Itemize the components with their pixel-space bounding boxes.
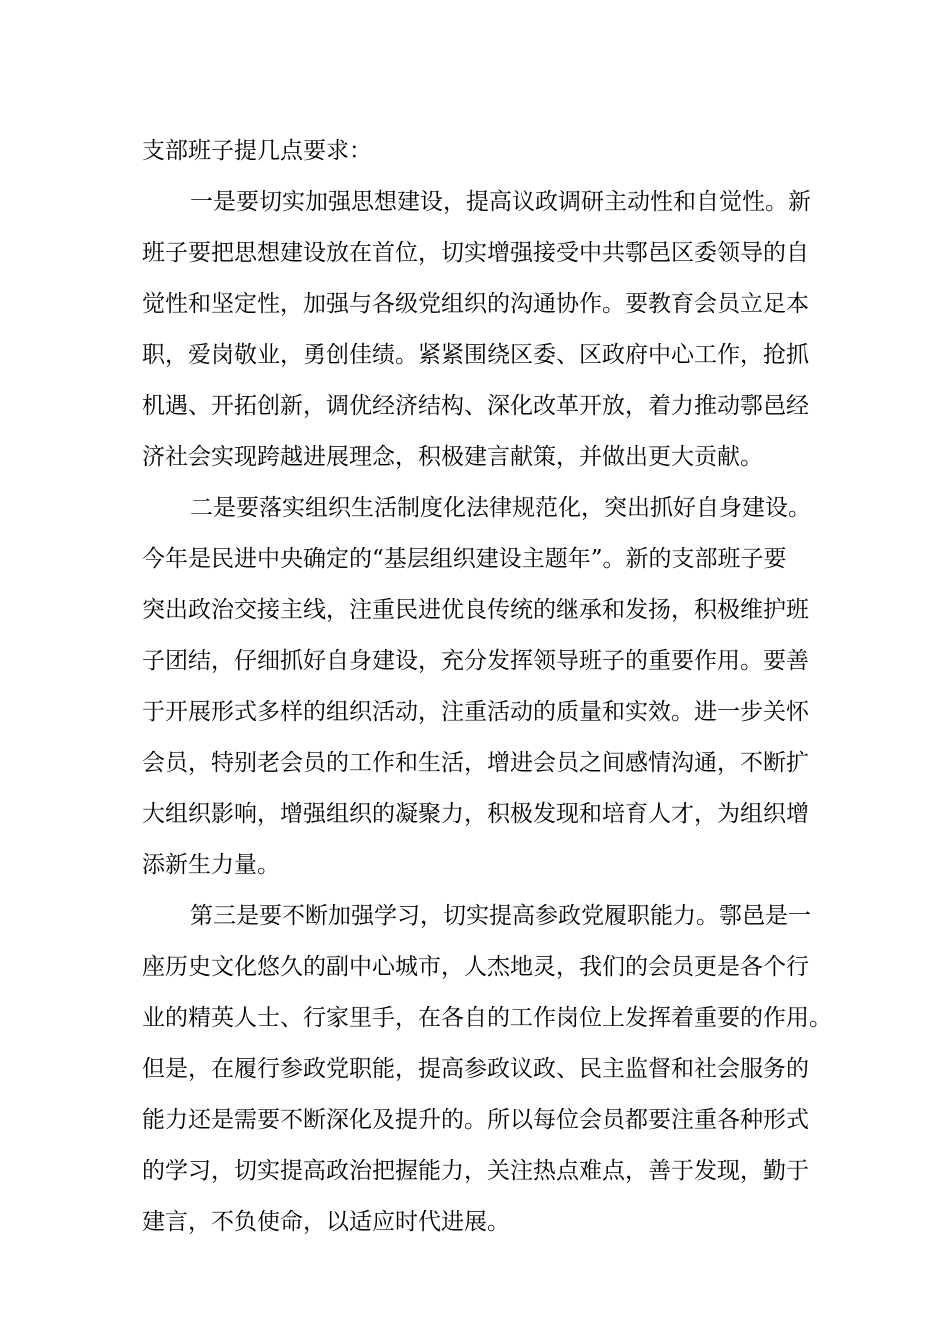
text-line: 支部班子提几点要求： (142, 138, 372, 164)
text-line: 建言，不负使命，以适应时代进展。 (142, 1209, 510, 1235)
text-line: 职，爱岗敬业，勇创佳绩。紧紧围绕区委、区政府中心工作，抢抓 (142, 342, 809, 368)
text-line: 但是，在履行参政党职能，提高参政议政、民主监督和社会服务的 (142, 1056, 809, 1082)
paragraph-first-line: 二是要落实组织生活制度化法律规范化，突出抓好自身建设。 (190, 495, 811, 521)
text-line: 能力还是需要不断深化及提升的。所以每位会员都要注重各种形式 (142, 1107, 809, 1133)
text-line: 班子要把思想建设放在首位，切实增强接受中共鄠邑区委领导的自 (142, 240, 809, 266)
text-line: 于开展形式多样的组织活动，注重活动的质量和实效。进一步关怀 (142, 699, 809, 725)
text-line: 突出政治交接主线，注重民进优良传统的继承和发扬，积极维护班 (142, 597, 809, 623)
text-line: 的学习，切实提高政治把握能力，关注热点难点，善于发现，勤于 (142, 1158, 809, 1184)
text-line: 添新生力量。 (142, 852, 280, 878)
text-line: 子团结，仔细抓好自身建设，充分发挥领导班子的重要作用。要善 (142, 648, 809, 674)
text-line: 济社会实现跨越进展理念，积极建言献策，并做出更大贡献。 (142, 444, 763, 470)
text-line: 业的精英人士、行家里手，在各自的工作岗位上发挥着重要的作用。 (142, 1005, 832, 1031)
text-line: 座历史文化悠久的副中心城市，人杰地灵，我们的会员更是各个行 (142, 954, 809, 980)
text-line: 会员，特别老会员的工作和生活，增进会员之间感情沟通，不断扩 (142, 750, 809, 776)
text-line: 大组织影响，增强组织的凝聚力，积极发现和培育人才，为组织增 (142, 801, 809, 827)
paragraph-first-line: 一是要切实加强思想建设，提高议政调研主动性和自觉性。新 (190, 189, 811, 215)
text-line: 机遇、开拓创新，调优经济结构、深化改革开放，着力推动鄠邑经 (142, 393, 809, 419)
paragraph-first-line: 第三是要不断加强学习，切实提高参政党履职能力。鄠邑是一 (190, 903, 811, 929)
text-line: 今年是民进中央确定的“基层组织建设主题年”。新的支部班子要 (142, 546, 787, 572)
text-line: 觉性和坚定性，加强与各级党组织的沟通协作。要教育会员立足本 (142, 291, 809, 317)
